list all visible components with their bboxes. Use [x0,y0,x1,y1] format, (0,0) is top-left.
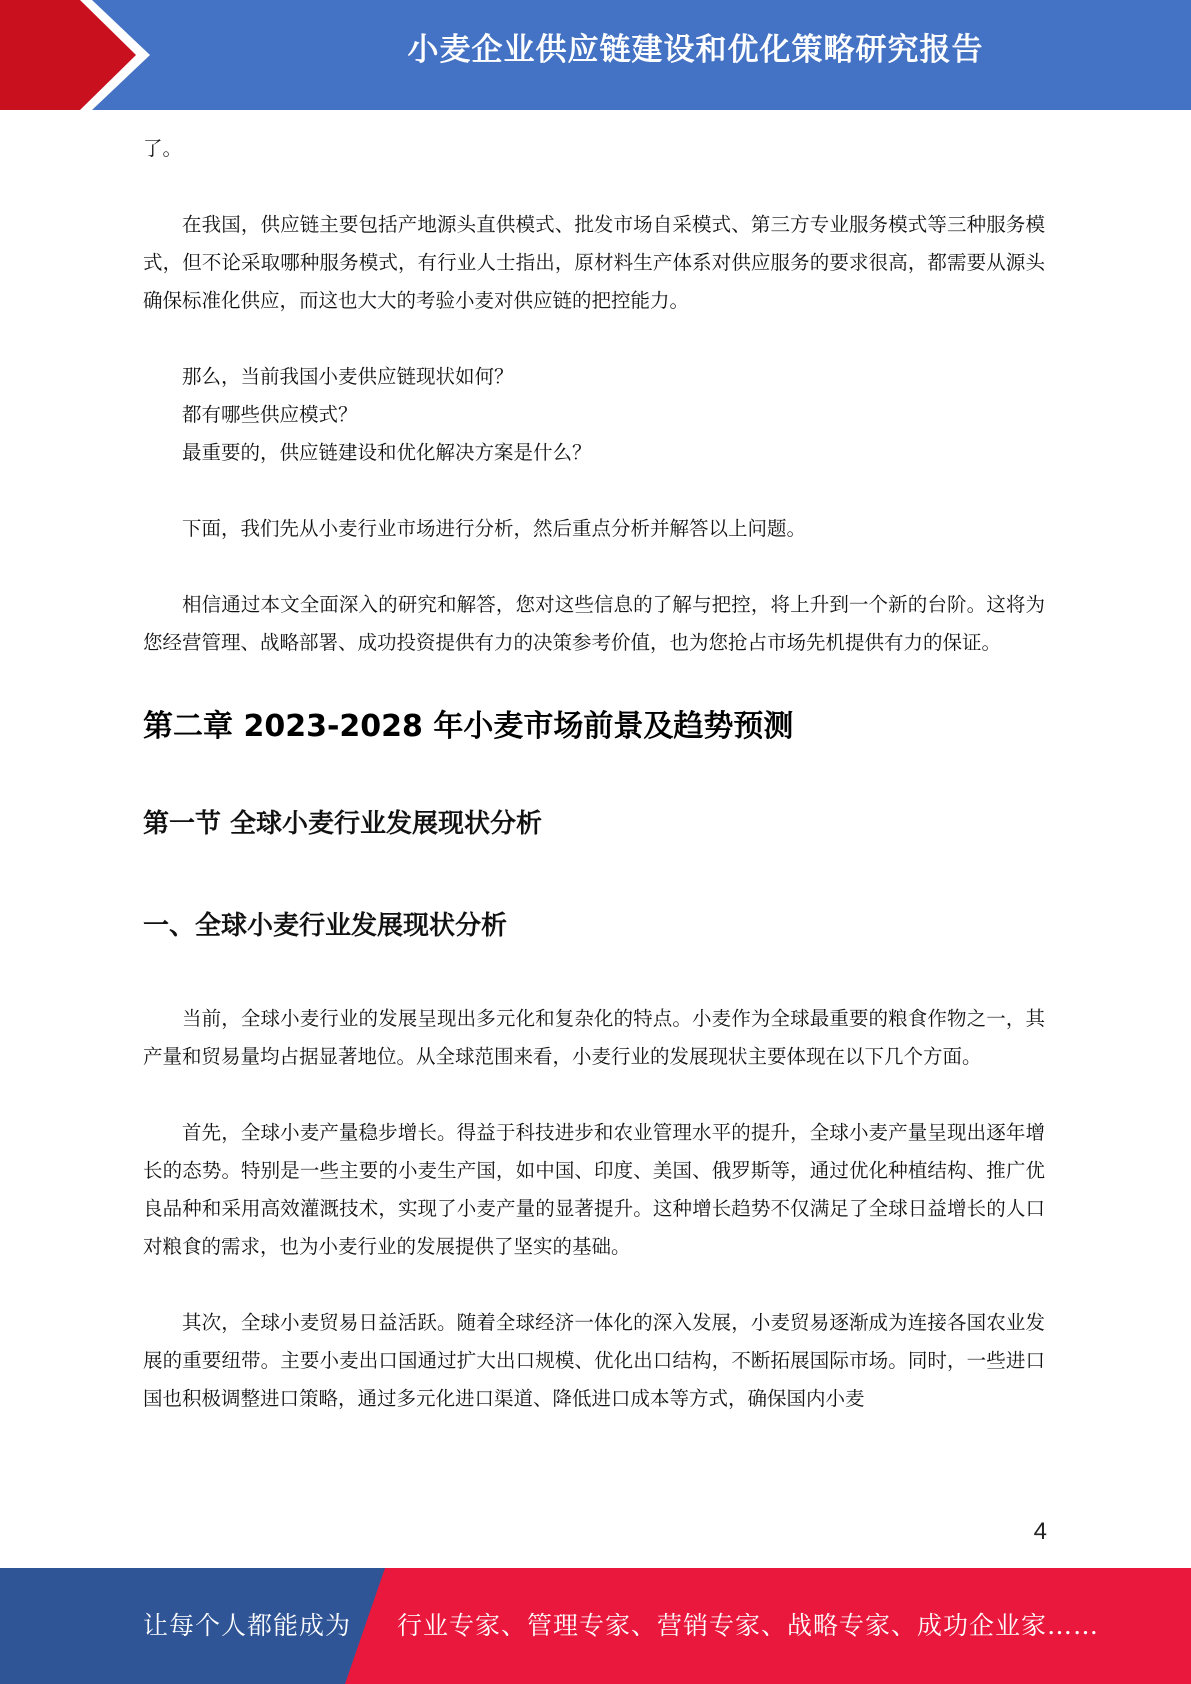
page-footer [0,1568,1191,1684]
paragraph-production-growth: 首先，全球小麦产量稳步增长。得益于科技进步和农业管理水平的提升，全球小麦产量呈现出逐年增长的态势。特别是一些主要的小麦生产国，如中国、印度、美国、俄罗斯等，通过优化种植结构、推广优良品种和采用高效灌溉技术，实现了小麦产量的显著提升。这种增长趋势不仅满足了全球日益增长的人口对粮食的需求，也为小麦行业的发展提供了坚实的基础。 [143,1121,1045,1258]
chapter-heading: 第二章 2023-2028 年小麦市场前景及趋势预测 [143,709,794,744]
section-heading: 第一节 全球小麦行业发展现状分析 [143,809,543,839]
paragraph-value-statement: 相信通过本文全面深入的研究和解答，您对这些信息的了解与把控，将上升到一个新的台阶。这将为您经营管理、战略部署、成功投资提供有力的决策参考价值，也为您抢占市场先机提供有力的保证。 [143,593,1045,654]
page-header [0,0,1191,110]
page-content [143,130,1045,1418]
paragraph-trade-activity: 其次，全球小麦贸易日益活跃。随着全球经济一体化的深入发展，小麦贸易逐渐成为连接各国农业发展的重要纽带。主要小麦出口国通过扩大出口规模、优化出口结构，不断拓展国际市场。同时，一些进口国也积极调整进口策略，通过多元化进口渠道、降低进口成本等方式，确保国内小麦 [143,1311,1045,1410]
paragraph-continuation: 了。 [143,137,183,160]
paragraph-intro-analysis: 下面，我们先从小麦行业市场进行分析，然后重点分析并解答以上问题。 [182,517,807,540]
question-current-status: 那么，当前我国小麦供应链现状如何？ [182,365,514,388]
question-supply-modes: 都有哪些供应模式？ [182,403,358,426]
footer-slogan-right: 行业专家、管理专家、营销专家、战略专家、成功企业家…… [397,1611,1100,1640]
report-title: 小麦企业供应链建设和优化策略研究报告 [407,32,984,68]
question-solutions: 最重要的，供应链建设和优化解决方案是什么？ [182,441,592,464]
footer-slogan-left: 让每个人都能成为 [143,1611,352,1640]
header-arrow-decoration [0,0,160,110]
paragraph-global-overview: 当前，全球小麦行业的发展呈现出多元化和复杂化的特点。小麦作为全球最重要的粮食作物之一，其产量和贸易量均占据显著地位。从全球范围来看，小麦行业的发展现状主要体现在以下几个方面。 [143,1007,1045,1068]
paragraph-supply-chain-modes: 在我国，供应链主要包括产地源头直供模式、批发市场自采模式、第三方专业服务模式等三种服务模式，但不论采取哪种服务模式，有行业人士指出，原材料生产体系对供应服务的要求很高，都需要从源头确保标准化供应，而这也大大的考验小麦对供应链的把控能力。 [143,213,1045,312]
page-number: 4 [1033,1518,1047,1545]
subsection-heading: 一、全球小麦行业发展现状分析 [143,911,508,941]
